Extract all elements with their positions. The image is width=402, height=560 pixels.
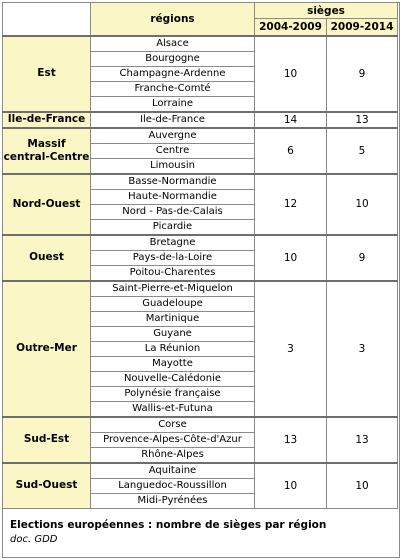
zone-name: Massif central-Centre [3,128,91,174]
region-name: Rhône-Alpes [91,447,255,463]
zone-name: Nord-Ouest [3,174,91,235]
seats-2004-2009: 6 [255,128,327,174]
region-name: Lorraine [91,96,255,112]
region-name: Nord - Pas-de-Calais [91,204,255,219]
header-blank-cell [3,3,91,36]
table-body [3,36,398,509]
seats-2004-2009: 13 [255,417,327,463]
table-header [3,3,398,36]
region-name: Corse [91,417,255,433]
region-name: Pays-de-la-Loire [91,250,255,265]
region-name: Wallis-et-Futuna [91,401,255,417]
seats-2009-2014: 10 [327,463,398,509]
zone-name: Outre-Mer [3,281,91,417]
zone-name: Ouest [3,235,91,281]
region-name: Basse-Normandie [91,174,255,190]
zone-name: Ile-de-France [3,112,91,128]
table-row [3,128,398,144]
seats-2004-2009: 14 [255,112,327,128]
table-row [3,417,398,433]
seats-table [2,2,398,509]
table-row [3,112,398,128]
region-name: Mayotte [91,356,255,371]
table-row [3,463,398,479]
caption-source: doc. GDD [10,534,58,545]
header-period-2: 2009-2014 [327,19,398,36]
zone-name: Sud-Ouest [3,463,91,509]
region-name: Auvergne [91,128,255,144]
seats-2004-2009: 12 [255,174,327,235]
region-name: Ile-de-France [91,112,255,128]
region-name: La Réunion [91,341,255,356]
region-name: Nouvelle-Calédonie [91,371,255,386]
region-name: Midi-Pyrénées [91,493,255,508]
seats-2009-2014: 5 [327,128,398,174]
region-name: Martinique [91,311,255,326]
region-name: Picardie [91,219,255,235]
seats-2009-2014: 13 [327,112,398,128]
seats-2004-2009: 10 [255,36,327,112]
table-row [3,174,398,190]
region-name: Champagne-Ardenne [91,66,255,81]
header-regions: régions [91,3,255,36]
seats-2009-2014: 3 [327,281,398,417]
region-name: Guadeloupe [91,296,255,311]
seats-2004-2009: 10 [255,463,327,509]
table-row [3,235,398,251]
caption-title: Elections européennes : nombre de sièges par région [10,519,327,531]
region-name: Provence-Alpes-Côte-d'Azur [91,432,255,447]
zone-name: Sud-Est [3,417,91,463]
zone-name: Est [3,36,91,112]
seats-2009-2014: 13 [327,417,398,463]
seats-2004-2009: 3 [255,281,327,417]
caption [10,517,326,547]
region-name: Polynésie française [91,386,255,401]
seats-2004-2009: 10 [255,235,327,281]
table-row [3,281,398,297]
region-name: Bourgogne [91,51,255,66]
region-name: Franche-Comté [91,81,255,96]
seats-2009-2014: 9 [327,36,398,112]
region-name: Haute-Normandie [91,189,255,204]
region-name: Centre [91,143,255,158]
region-name: Guyane [91,326,255,341]
header-period-1: 2004-2009 [255,19,327,36]
region-name: Alsace [91,36,255,52]
region-name: Aquitaine [91,463,255,479]
header-seats: sièges [255,3,398,19]
seats-2009-2014: 10 [327,174,398,235]
region-name: Poitou-Charentes [91,265,255,281]
seats-2009-2014: 9 [327,235,398,281]
region-name: Limousin [91,158,255,174]
region-name: Bretagne [91,235,255,251]
region-name: Saint-Pierre-et-Miquelon [91,281,255,297]
table-row [3,36,398,52]
region-name: Languedoc-Roussillon [91,478,255,493]
